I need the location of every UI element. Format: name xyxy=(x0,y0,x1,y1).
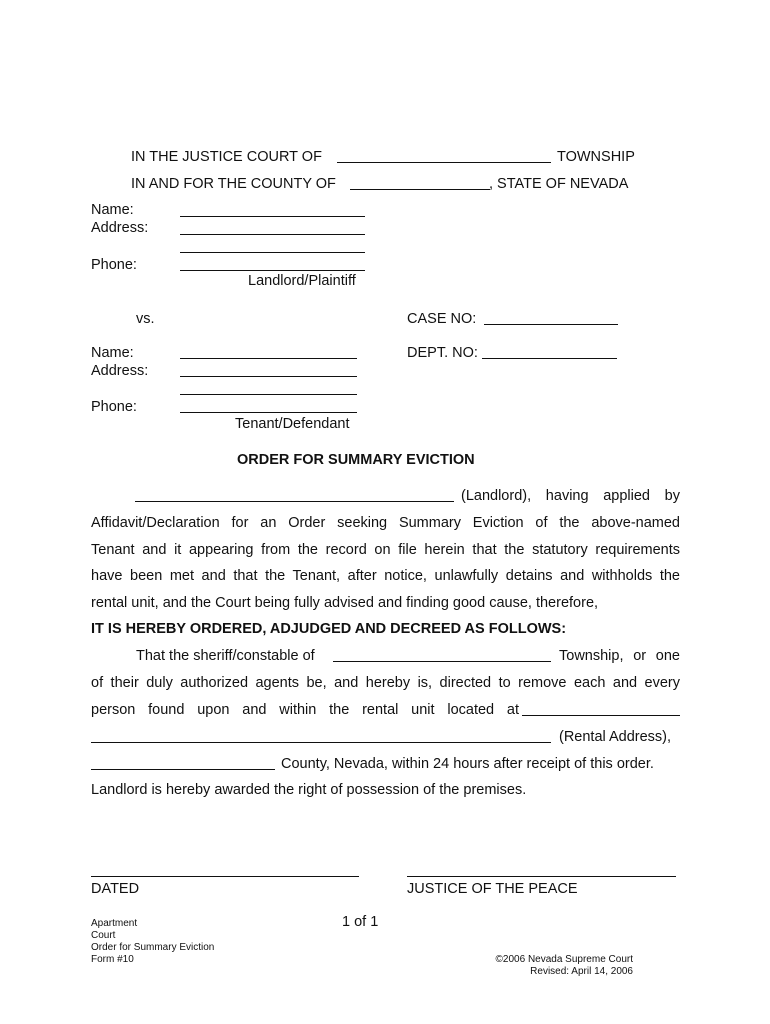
defendant-phone-blank[interactable] xyxy=(180,412,357,413)
p2-line1-suffix: Township, or one xyxy=(559,648,680,664)
plaintiff-address-blank-1[interactable] xyxy=(180,234,365,235)
p2-line5-suffix: County, Nevada, within 24 hours after receipt of this order. xyxy=(281,756,654,772)
defendant-address-label: Address: xyxy=(91,363,149,379)
county-line-suffix: , STATE OF NEVADA xyxy=(489,176,629,192)
page-number: 1 of 1 xyxy=(342,914,379,930)
plaintiff-phone-label: Phone: xyxy=(91,257,137,273)
p1-line1-suffix: (Landlord), having applied by xyxy=(461,488,680,504)
p2-line3: person found upon and within the rental unit located at xyxy=(91,702,519,718)
township-blank[interactable] xyxy=(337,162,551,163)
defendant-phone-label: Phone: xyxy=(91,399,137,415)
plaintiff-role: Landlord/Plaintiff xyxy=(248,273,356,289)
dated-blank[interactable] xyxy=(91,876,359,877)
footer-left-line-4: Form #10 xyxy=(91,954,134,965)
p1-line3: Tenant and it appearing from the record on file herein that the statutory requirements xyxy=(91,542,680,558)
court-line-suffix: TOWNSHIP xyxy=(557,149,635,165)
defendant-address-blank-1[interactable] xyxy=(180,376,357,377)
p1-line5: rental unit, and the Court being fully advised and finding good cause, therefore, xyxy=(91,595,599,611)
defendant-address-blank-2[interactable] xyxy=(180,394,357,395)
ordered-heading: IT IS HEREBY ORDERED, ADJUDGED AND DECREED AS FOLLOWS: xyxy=(91,621,567,637)
plaintiff-name-blank[interactable] xyxy=(180,216,365,217)
footer-left-line-1: Apartment xyxy=(91,918,138,929)
footer-left-line-2: Court xyxy=(91,930,116,941)
plaintiff-phone-blank[interactable] xyxy=(180,270,365,271)
footer-revised: Revised: April 14, 2006 xyxy=(530,966,633,977)
document-title: ORDER FOR SUMMARY EVICTION xyxy=(237,452,475,468)
defendant-role: Tenant/Defendant xyxy=(235,416,350,432)
county-line-prefix: IN AND FOR THE COUNTY OF xyxy=(131,176,336,192)
judge-label: JUSTICE OF THE PEACE xyxy=(407,881,578,897)
p1-line4: have been met and that the Tenant, after notice, unlawfully detains and withholds the xyxy=(91,568,680,584)
plaintiff-name-label: Name: xyxy=(91,202,134,218)
county-blank[interactable] xyxy=(350,189,490,190)
defendant-name-label: Name: xyxy=(91,345,134,361)
footer-left-line-3: Order for Summary Eviction xyxy=(91,942,215,953)
sheriff-township-blank[interactable] xyxy=(333,661,551,662)
footer-copyright: ©2006 Nevada Supreme Court xyxy=(495,954,633,965)
p2-line4-suffix: (Rental Address), xyxy=(559,729,672,745)
plaintiff-address-label: Address: xyxy=(91,220,149,236)
judge-signature-blank[interactable] xyxy=(407,876,676,877)
rental-address-blank-1[interactable] xyxy=(522,715,680,716)
case-no-blank[interactable] xyxy=(484,324,618,325)
p2-line6: Landlord is hereby awarded the right of possession of the premises. xyxy=(91,782,527,798)
dept-no-label: DEPT. NO: xyxy=(407,345,478,361)
dept-no-blank[interactable] xyxy=(482,358,617,359)
plaintiff-address-blank-2[interactable] xyxy=(180,252,365,253)
dated-label: DATED xyxy=(91,881,140,897)
county-name-blank[interactable] xyxy=(91,769,275,770)
p1-line2: Affidavit/Declaration for an Order seeking Summary Eviction of the above-named xyxy=(91,515,680,531)
landlord-name-blank[interactable] xyxy=(135,501,454,502)
defendant-name-blank[interactable] xyxy=(180,358,357,359)
rental-address-blank-2[interactable] xyxy=(91,742,551,743)
court-line-prefix: IN THE JUSTICE COURT OF xyxy=(131,149,322,165)
case-no-label: CASE NO: xyxy=(407,311,477,327)
p2-line1-prefix: That the sheriff/constable of xyxy=(136,648,315,664)
versus-label: vs. xyxy=(136,311,155,327)
p2-line2: of their duly authorized agents be, and hereby is, directed to remove each and every xyxy=(91,675,680,691)
